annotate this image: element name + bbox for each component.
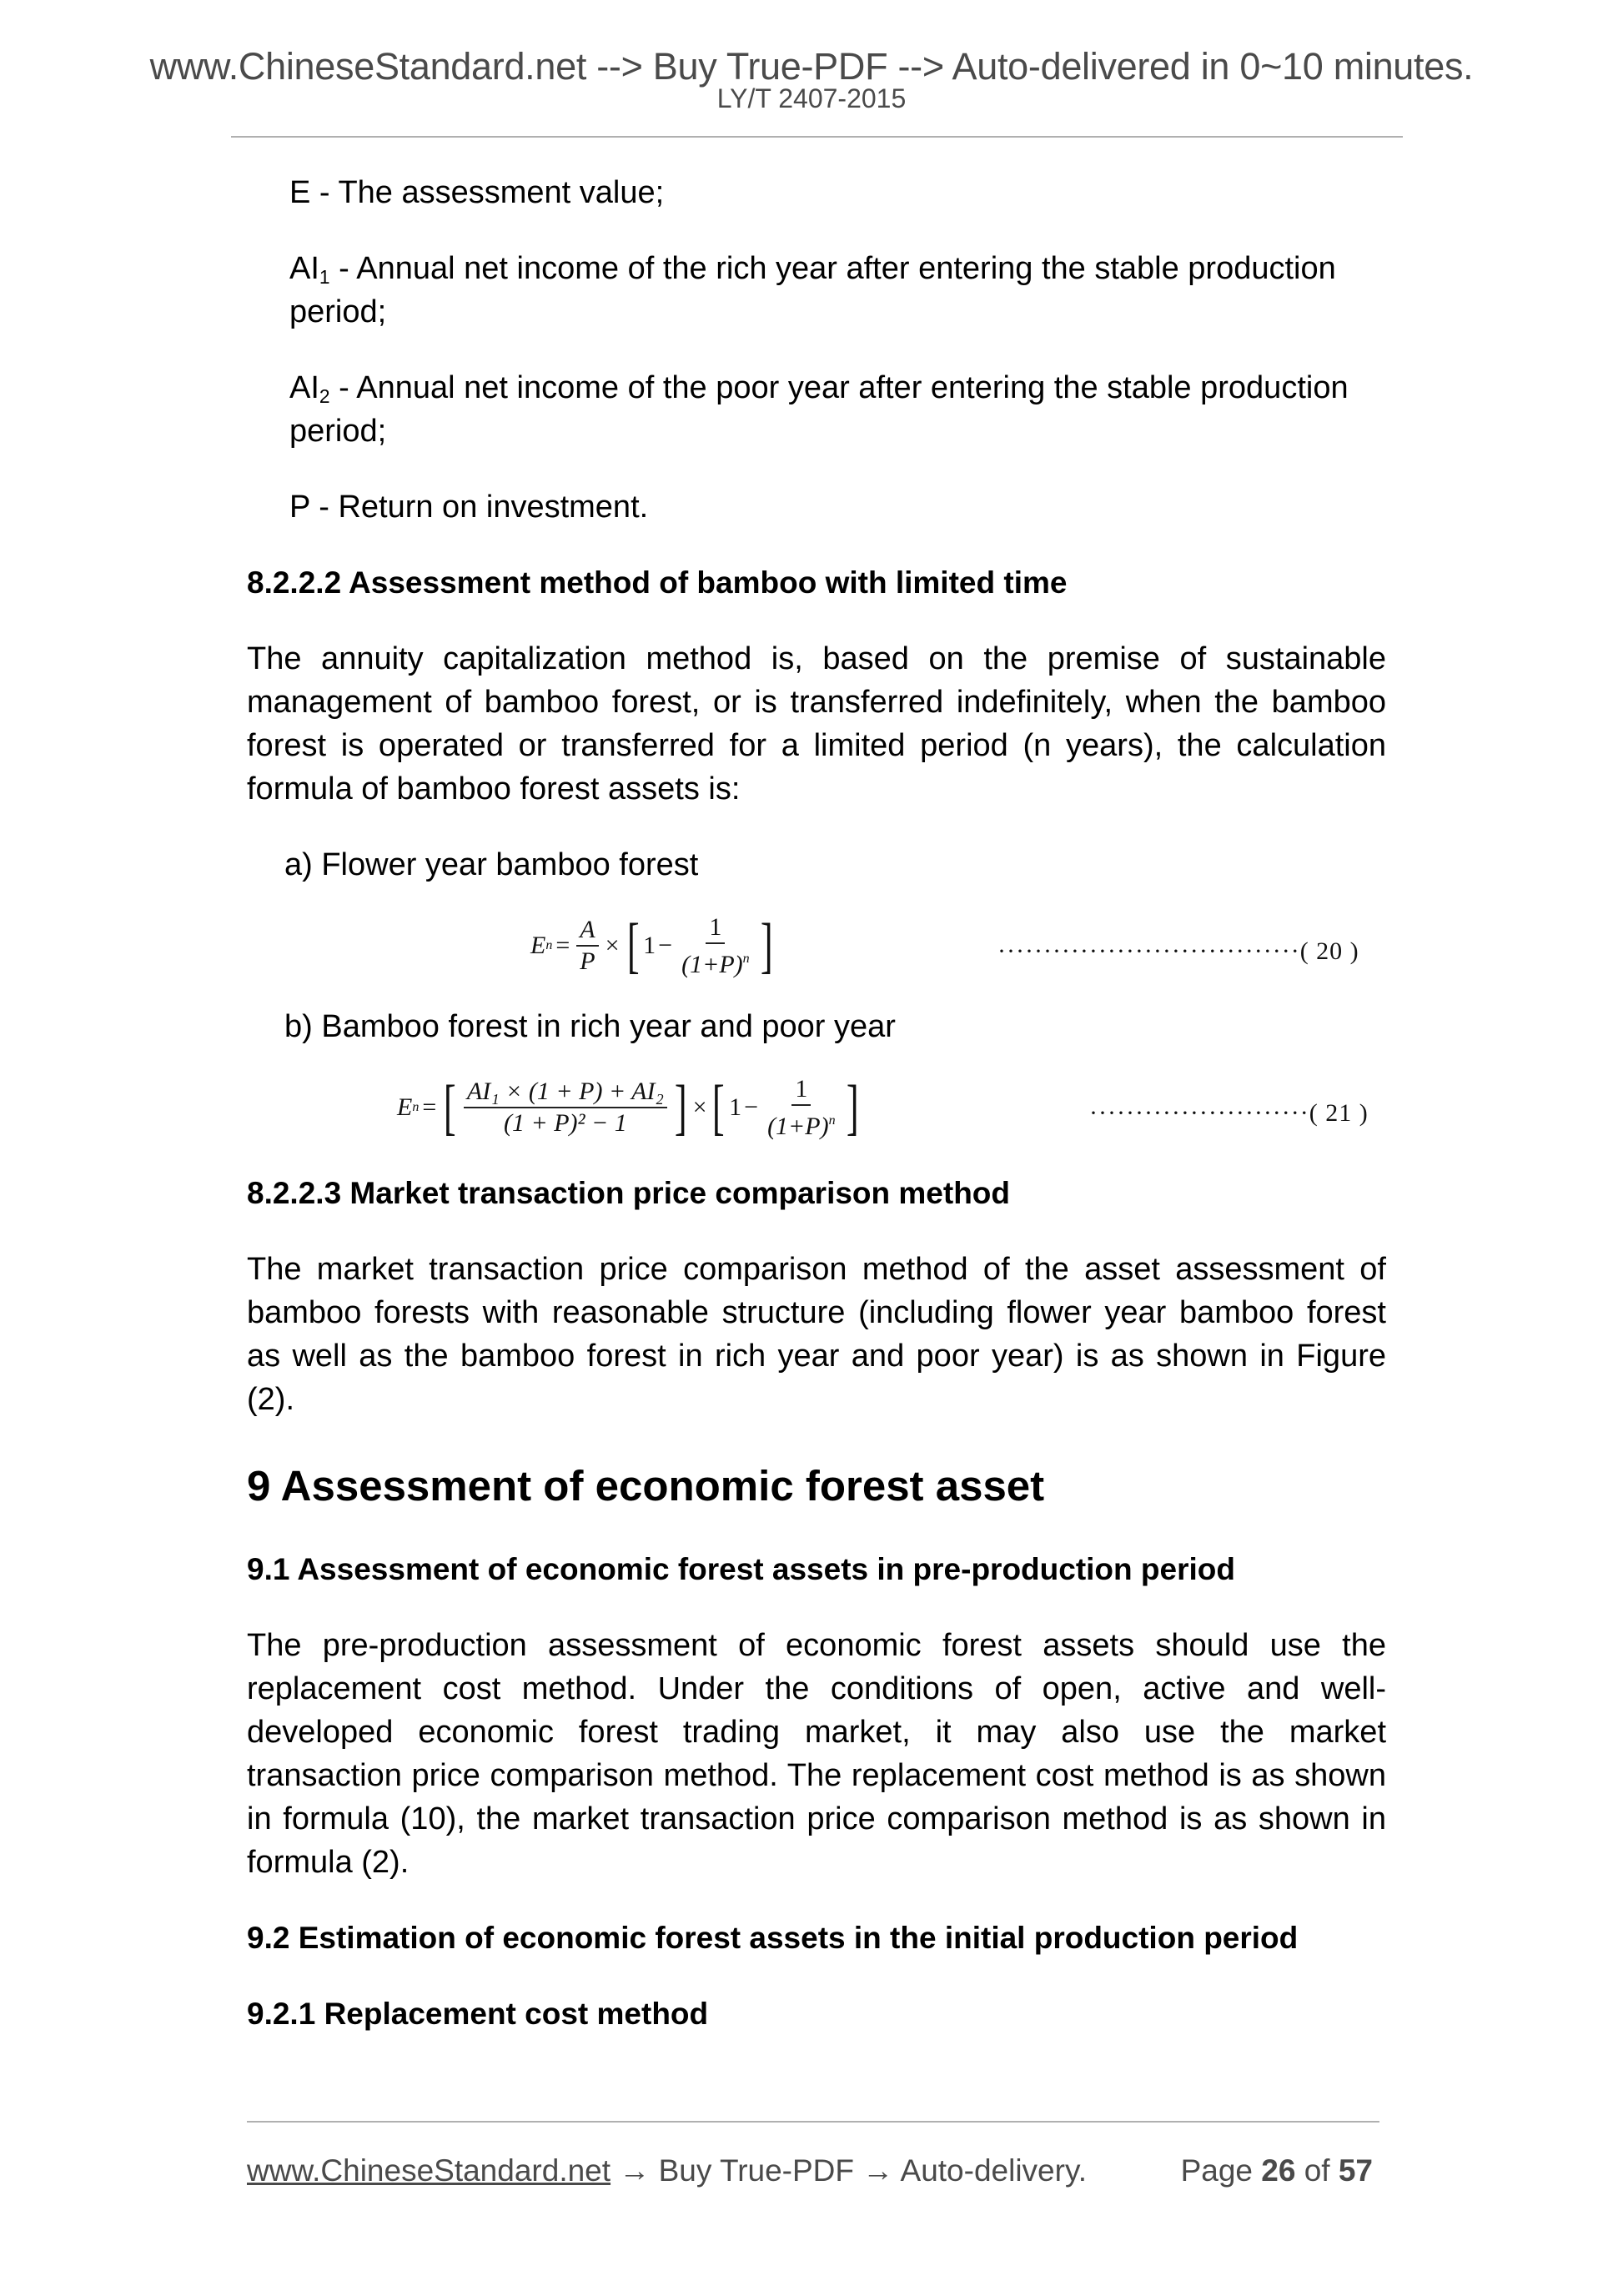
bracket-right: ] [760,912,773,980]
heading-8-2-2-2: 8.2.2.2 Assessment method of bamboo with limited time [247,565,1068,600]
page-total: 57 [1338,2153,1373,2188]
definition-e: E - The assessment value; [289,175,665,210]
footer-divider [247,2121,1379,2123]
paragraph-annuity-method: The annuity capitalization method is, based on the premise of sustainable management of bamboo forest, or is transferred indefinitely, when the bamboo forest is operated or transferred for a limited period (n years), the calculation formula of bamboo forest assets is: [247,641,1386,806]
header-divider [231,136,1403,138]
footer [247,2153,1379,2188]
formula-number-20: ( 20 ) [1299,937,1359,965]
bracket-left: [ [444,1073,456,1142]
footer-tagline: → Buy True-PDF → Auto-delivery. [611,2153,1087,2188]
list-item-b: b) Bamboo forest in rich year and poor year [284,1009,896,1044]
bracket-right: ] [846,1073,859,1142]
page-body [247,171,1386,2036]
formula-21: E n = [ $\frac{\text{AI₁ × (1 + P) + AI₂}}{\text{(1 + P)² − 1}}$ ] × [ 1 − $\frac{1}{(1+P)^n}$ ] ························( 21 ) [397,1073,1369,1142]
definition-ai2: $AI_2$ - Annual net income of the poor year after entering the stable production period; [289,370,1349,449]
heading-chapter-9: 9 Assessment of economic forest asset [247,1462,1045,1510]
list-item-a: a) Flower year bamboo forest [284,847,699,882]
page-indicator: Page 26 of 57 [1180,2153,1373,2188]
page-current: 26 [1261,2153,1296,2188]
paragraph-pre-production: The pre-production assessment of economic forest assets should use the replacement cost method. Under the conditions of open, active and well-developed economic forest trading market, it may also use the market transaction price comparison method. The replacement cost method is as shown in formula (10), the market transaction price comparison method is as shown in formula (2). [247,1628,1386,1880]
definition-ai1: $AI_1$ - Annual net income of the rich year after entering the stable production period; [289,251,1336,329]
heading-9-2: 9.2 Estimation of economic forest assets in the initial production period [247,1921,1299,1955]
paragraph-market-comparison: The market transaction price comparison method of the asset assessment of bamboo forests with reasonable structure (including flower year bamboo forest as well as the bamboo forest in rich year and poor year) is as shown in Figure (2). [247,1252,1386,1417]
formula-20: E n = $\frac{A}{P}$ × [ 1 − $\frac{1}{(1+P)^n}$ ] ·································( 20 ) [530,912,1359,980]
heading-8-2-2-3: 8.2.2.3 Market transaction price comparison method [247,1176,1011,1210]
heading-9-2-1: 9.2.1 Replacement cost method [247,1997,709,2031]
formula-number-21: ( 21 ) [1309,1099,1369,1127]
bracket-left: [ [712,1073,726,1142]
header-banner: www.ChineseStandard.net --> Buy True-PDF --> Auto-delivered in 0~10 minutes. [149,45,1474,88]
standard-id: LY/T 2407-2015 [716,83,907,113]
definition-p: P - Return on investment. [289,490,649,525]
footer-site-link[interactable]: www.ChineseStandard.net [247,2153,611,2188]
heading-9-1: 9.1 Assessment of economic forest assets in pre-production period [247,1552,1235,1586]
bracket-left: [ [626,912,640,980]
bracket-right: ] [674,1073,687,1142]
